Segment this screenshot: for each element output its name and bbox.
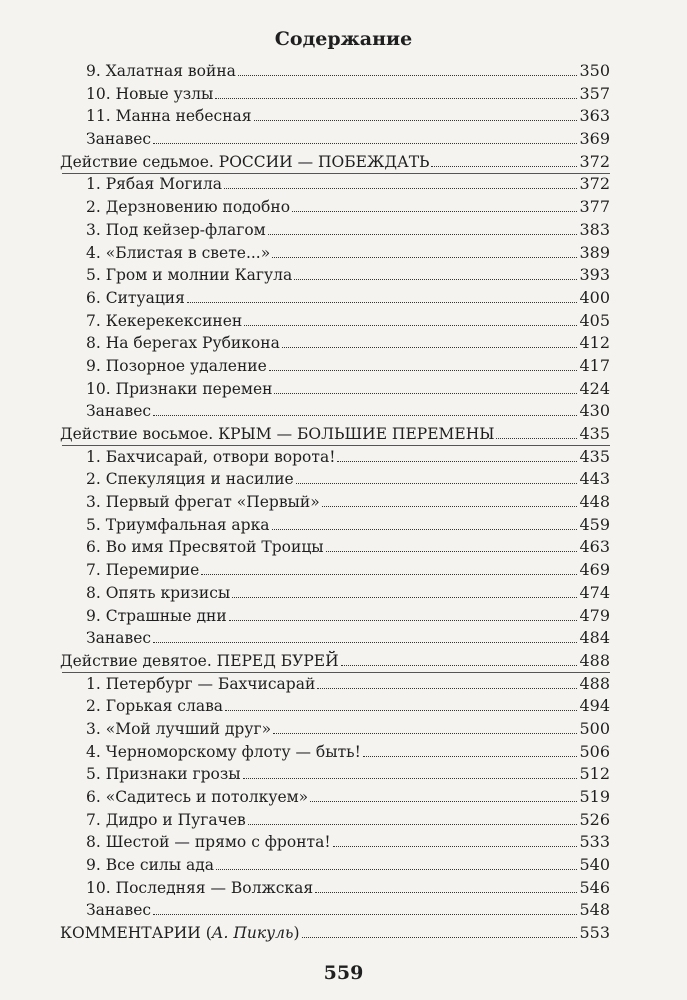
toc-entry-page: 512 <box>579 764 610 784</box>
toc-entry[interactable] <box>0 287 687 310</box>
dot-leader <box>337 461 577 462</box>
table-of-contents <box>0 60 687 945</box>
toc-entry-page: 377 <box>579 197 610 217</box>
dot-leader <box>225 710 577 711</box>
toc-entry-title: 1. Бахчисарай, отвори ворота! <box>86 447 336 466</box>
dot-leader <box>363 756 578 757</box>
section-divider <box>62 445 610 446</box>
toc-entry-page: 546 <box>579 877 610 897</box>
toc-section-entry[interactable] <box>0 151 687 174</box>
toc-entry-title: Занавес <box>86 402 152 421</box>
toc-entry-title: 9. Позорное удаление <box>86 356 267 375</box>
toc-entry-page: 463 <box>579 537 610 557</box>
dot-leader <box>272 257 577 258</box>
toc-entry-title: 8. Опять кризисы <box>86 583 231 602</box>
page-header: Содержание <box>274 28 413 50</box>
toc-entry-title: Занавес <box>86 629 152 648</box>
toc-entry[interactable] <box>0 105 687 128</box>
dot-leader <box>243 778 578 779</box>
dot-leader <box>431 166 577 167</box>
toc-entry-page: 417 <box>579 355 610 375</box>
toc-entry[interactable] <box>0 627 687 650</box>
toc-entry[interactable] <box>0 673 687 696</box>
toc-entry-title: 6. «Садитесь и потолкуем» <box>86 788 309 806</box>
toc-entry-page: 540 <box>579 855 610 875</box>
toc-entry[interactable] <box>0 763 687 786</box>
dot-leader <box>296 483 578 484</box>
toc-entry-title: 2. Дерзновению подобно <box>86 198 291 217</box>
toc-entry-page: 393 <box>579 265 610 285</box>
dot-leader <box>153 642 577 643</box>
toc-entry[interactable] <box>0 310 687 333</box>
toc-entry-title: 2. Спекуляция и насилие <box>86 470 294 489</box>
toc-entry-title: 10. Признаки перемен <box>86 379 273 398</box>
toc-entry-page: 412 <box>579 333 610 353</box>
toc-entry[interactable] <box>0 809 687 832</box>
dot-leader <box>187 302 578 303</box>
section-divider <box>62 672 610 673</box>
toc-entry-title: 5. Триумфальная арка <box>86 515 270 534</box>
toc-entry-page: 357 <box>579 83 610 103</box>
dot-leader <box>215 98 577 99</box>
toc-entry[interactable] <box>0 196 687 219</box>
page-number: 559 <box>323 962 364 984</box>
toc-section-entry[interactable] <box>0 423 687 446</box>
toc-entry-page: 383 <box>579 219 610 239</box>
toc-entry-title: Занавес <box>86 130 152 149</box>
toc-entry-page: 553 <box>579 923 610 943</box>
toc-entry-title: 10. Последняя — Волжская <box>86 878 314 897</box>
toc-entry[interactable] <box>0 831 687 854</box>
toc-entry-page: 519 <box>579 787 610 806</box>
dot-leader <box>244 325 577 326</box>
dot-leader <box>274 393 577 394</box>
dot-leader <box>322 506 578 507</box>
toc-entry-title: 7. Перемирие <box>86 561 200 580</box>
toc-entry-title: 3. Под кейзер-флагом <box>86 220 266 239</box>
toc-entry-title: 9. Все силы ада <box>86 856 215 875</box>
toc-entry-title: 8. На берегах Рубикона <box>86 334 280 353</box>
dot-leader <box>326 551 578 552</box>
toc-entry[interactable] <box>0 536 687 559</box>
toc-entry-page: 500 <box>579 718 610 738</box>
dot-leader <box>268 234 578 235</box>
toc-entry-title: 9. Страшные дни <box>86 606 227 625</box>
dot-leader <box>248 824 578 825</box>
toc-entry-title: 1. Петербург — Бахчисарай <box>86 674 316 693</box>
toc-entry[interactable] <box>0 491 687 514</box>
toc-entry[interactable] <box>0 559 687 582</box>
toc-entry[interactable] <box>0 877 687 900</box>
dot-leader <box>224 188 578 189</box>
dot-leader <box>216 869 577 870</box>
toc-entry-page: 350 <box>579 61 610 80</box>
dot-leader <box>232 597 577 598</box>
toc-entry[interactable] <box>0 468 687 491</box>
toc-entry-page: 548 <box>579 900 610 920</box>
toc-entry-page: 363 <box>579 106 610 126</box>
dot-leader <box>294 279 577 280</box>
toc-entry-title: 7. Кекерекексинен <box>86 311 243 330</box>
toc-entry-page: 479 <box>579 605 610 625</box>
toc-entry-title: 2. Горькая слава <box>86 697 224 716</box>
toc-entry-page: 448 <box>579 492 610 512</box>
dot-leader <box>333 846 578 847</box>
toc-entry-title: Действие седьмое. РОССИИ — ПОБЕЖДАТЬ <box>60 152 430 171</box>
toc-entry-title: 10. Новые узлы <box>86 84 214 103</box>
toc-entry[interactable] <box>0 854 687 877</box>
toc-entry-title: Занавес <box>86 901 152 920</box>
toc-section-entry[interactable] <box>0 650 687 673</box>
toc-entry-page: 443 <box>579 469 610 489</box>
toc-entry-page: 494 <box>579 696 610 716</box>
toc-entry[interactable] <box>0 83 687 106</box>
toc-entry-title: 5. Признаки грозы <box>86 765 241 784</box>
toc-entry-page: 369 <box>579 129 610 149</box>
toc-entry[interactable] <box>0 582 687 605</box>
toc-entry[interactable] <box>0 219 687 242</box>
toc-entry-page: 430 <box>579 401 610 421</box>
toc-entry[interactable] <box>0 128 687 151</box>
dot-leader <box>341 665 578 666</box>
toc-entry[interactable] <box>0 446 687 469</box>
toc-entry-page: 435 <box>579 424 610 443</box>
toc-entry-title: КОММЕНТАРИИ (А. Пикуль) <box>60 924 300 943</box>
toc-entry-page: 506 <box>579 741 610 761</box>
toc-entry[interactable] <box>0 378 687 401</box>
toc-entry[interactable] <box>0 514 687 537</box>
dot-leader <box>292 211 577 212</box>
dot-leader <box>272 529 578 530</box>
dot-leader <box>254 120 578 121</box>
toc-entry-title: 4. Черноморскому флоту — быть! <box>86 742 361 761</box>
dot-leader <box>496 438 577 439</box>
toc-entry-page: 474 <box>579 582 610 602</box>
toc-entry-page: 488 <box>579 673 610 693</box>
toc-entry[interactable] <box>0 264 687 287</box>
toc-entry-title: 6. Ситуация <box>86 288 185 307</box>
toc-entry-page: 372 <box>579 151 610 171</box>
toc-entry-page: 389 <box>579 242 610 262</box>
toc-entry[interactable] <box>0 718 687 741</box>
dot-leader <box>269 370 578 371</box>
dot-leader <box>302 937 578 938</box>
toc-entry[interactable] <box>0 605 687 628</box>
toc-entry-page: 533 <box>579 832 610 852</box>
toc-entry-title: 6. Во имя Пресвятой Троицы <box>86 538 324 557</box>
dot-leader <box>273 733 577 734</box>
toc-entry[interactable] <box>0 899 687 922</box>
toc-entry-title: 1. Рябая Могила <box>86 175 222 194</box>
toc-entry-page: 488 <box>579 650 610 670</box>
toc-section-entry[interactable] <box>0 922 687 945</box>
toc-entry[interactable] <box>0 355 687 378</box>
toc-entry-page: 526 <box>579 809 610 829</box>
toc-entry-page: 400 <box>579 287 610 307</box>
toc-entry-title: 7. Дидро и Пугачев <box>86 810 246 829</box>
toc-entry-page: 469 <box>579 560 610 580</box>
dot-leader <box>153 914 577 915</box>
toc-entry-title: 9. Халатная война <box>86 62 236 80</box>
dot-leader <box>153 143 577 144</box>
dot-leader <box>238 75 578 76</box>
toc-entry[interactable] <box>0 332 687 355</box>
toc-entry[interactable] <box>0 786 687 809</box>
toc-entry[interactable] <box>0 60 687 83</box>
toc-entry[interactable] <box>0 695 687 718</box>
toc-entry-page: 372 <box>579 174 610 194</box>
toc-entry-page: 459 <box>579 514 610 534</box>
dot-leader <box>229 620 578 621</box>
toc-entry-page: 435 <box>579 446 610 466</box>
toc-entry-page: 405 <box>579 310 610 330</box>
dot-leader <box>201 574 577 575</box>
toc-entry-title: Действие восьмое. КРЫМ — БОЛЬШИЕ ПЕРЕМЕНЫ <box>60 425 495 443</box>
toc-entry-page: 424 <box>579 378 610 398</box>
section-divider <box>62 173 610 174</box>
dot-leader <box>317 688 577 689</box>
toc-entry-title: 3. Первый фрегат «Первый» <box>86 493 320 512</box>
dot-leader <box>282 347 578 348</box>
dot-leader <box>310 801 577 802</box>
toc-entry-title: 11. Манна небесная <box>86 107 252 126</box>
toc-entry-title: Действие девятое. ПЕРЕД БУРЕЙ <box>60 651 339 670</box>
toc-entry-title: 8. Шестой — прямо с фронта! <box>86 833 331 852</box>
toc-entry-title: 3. «Мой лучший друг» <box>86 719 272 738</box>
dot-leader <box>315 892 577 893</box>
toc-entry-title: 5. Гром и молнии Кагула <box>86 266 293 285</box>
toc-entry-page: 484 <box>579 628 610 648</box>
toc-entry-title: 4. «Блистая в свете...» <box>86 243 271 262</box>
toc-entry[interactable] <box>0 400 687 423</box>
toc-entry[interactable] <box>0 173 687 196</box>
toc-entry[interactable] <box>0 242 687 265</box>
toc-entry[interactable] <box>0 741 687 764</box>
dot-leader <box>153 415 577 416</box>
